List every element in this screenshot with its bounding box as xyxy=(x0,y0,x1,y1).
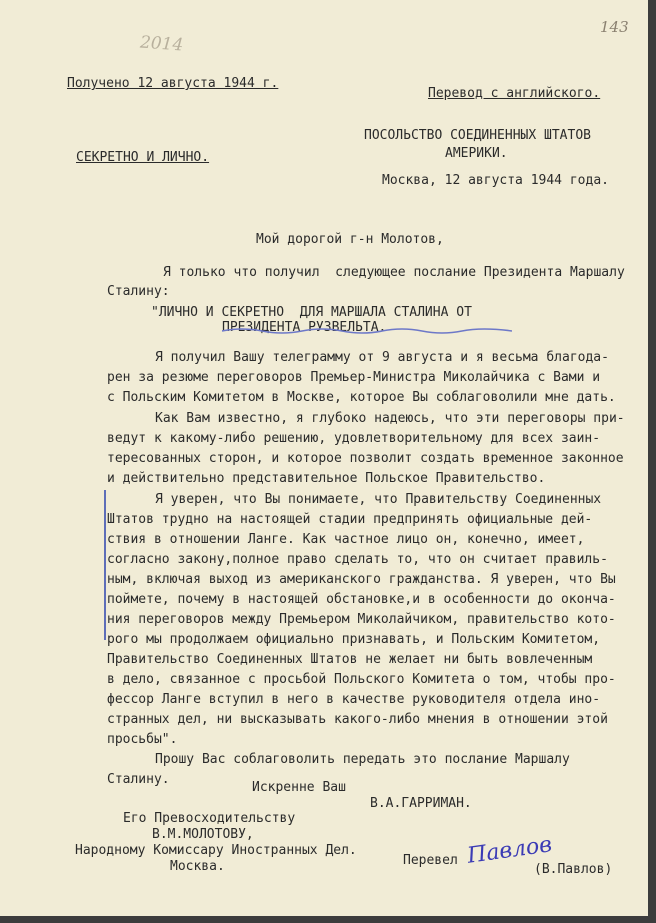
embassy-line2: АМЕРИКИ. xyxy=(445,146,508,161)
body-line: ведут к какому-либо решению, удовлетворительному для всех заин- xyxy=(107,431,601,446)
received-date: Получено 12 августа 1944 г. xyxy=(67,76,279,91)
body-line: Штатов трудно на настоящей стадии предпринять официальные дей- xyxy=(107,512,593,527)
body-line: Прошу Вас соблаговолить передать это послание Маршалу xyxy=(155,752,570,767)
translator-signature: Павлов xyxy=(465,832,554,869)
scan-edge-right xyxy=(648,0,656,923)
translator-name: (В.Павлов) xyxy=(534,862,613,877)
body-line: ствия в отношении Ланге. Как частное лицо он, конечно, имеет, xyxy=(107,532,585,547)
addressee-line1: Его Превосходительству xyxy=(123,811,296,826)
body-line: Как Вам известно, я глубоко надеюсь, что эти переговоры при- xyxy=(155,411,625,426)
body-line: рого мы продолжаем официально признавать, и Польским Комитетом, xyxy=(107,632,601,647)
body-line: с Польским Комитетом в Москве, которое Вы соблаговолили мне дать. xyxy=(107,390,616,405)
closing-sincerely: Искренне Ваш xyxy=(252,780,346,795)
body-line: Сталину. xyxy=(107,772,170,787)
ink-underline xyxy=(222,326,512,336)
addressee-line3: Народному Комиссару Иностранных Дел. xyxy=(75,843,357,858)
addressee-line4: Москва. xyxy=(170,859,225,874)
body-line: поймете, почему в настоящей обстановке,и в особенности до оконча- xyxy=(107,592,616,607)
body-line: Я уверен, что Вы понимаете, что Правительству Соединенных xyxy=(155,492,602,507)
place-date: Москва, 12 августа 1944 года. xyxy=(382,173,609,188)
body-line: тересованных сторон, и которое позволит создать временное законное xyxy=(107,451,624,466)
translator-label: Перевел xyxy=(403,853,458,868)
scan-edge-bottom xyxy=(0,916,656,923)
quote-heading-line1: "ЛИЧНО И СЕКРЕТНО ДЛЯ МАРШАЛА СТАЛИНА ОТ xyxy=(151,305,472,320)
salutation: Мой дорогой г-н Молотов, xyxy=(256,232,444,247)
embassy-line1: ПОСОЛЬСТВО СОЕДИНЕННЫХ ШТАТОВ xyxy=(364,128,591,143)
body-line: в дело, связанное с просьбой Польского Комитета о том, чтобы про- xyxy=(107,672,616,687)
translation-note: Перевод с английского. xyxy=(428,86,601,101)
body-line: ния переговоров между Премьером Миколайчиком, правительство кото- xyxy=(107,612,616,627)
body-line: рен за резюме переговоров Премьер-Министра Миколайчика с Вами и xyxy=(107,370,601,385)
addressee-line2: В.М.МОЛОТОВУ, xyxy=(152,827,254,842)
body-line: фессор Ланге вступил в него в качестве руководителя отдела ино- xyxy=(107,692,601,707)
closing-signer: В.А.ГАРРИМАН. xyxy=(370,796,472,811)
body-line: Я получил Вашу телеграмму от 9 августа и я весьма благода- xyxy=(155,350,609,365)
body-line: Правительство Соединенных Штатов не желает ни быть вовлеченным xyxy=(107,652,593,667)
margin-ink-mark xyxy=(104,490,106,640)
intro-line2: Сталину: xyxy=(107,284,170,299)
archive-corner-mark: 2014 xyxy=(139,32,184,56)
body-line: ным, включая выход из американского гражданства. Я уверен, что Вы xyxy=(107,572,616,587)
quote-heading-line2: ПРЕЗИДЕНТА РУЗВЕЛЬТА. xyxy=(222,320,387,335)
archive-page-number: 143 xyxy=(600,18,629,36)
intro-line1: Я только что получил следующее послание Президента Маршалу xyxy=(163,265,625,280)
body-line: странных дел, ни высказывать какого-либо мнения в отношении этой xyxy=(107,712,608,727)
body-line: просьбы". xyxy=(107,732,178,747)
body-line: и действительно представительное Польское Правительство. xyxy=(107,471,546,486)
classification-label: СЕКРЕТНО И ЛИЧНО. xyxy=(76,150,210,165)
body-line: согласно закону,полное право сделать то, что он считает правиль- xyxy=(107,552,608,567)
